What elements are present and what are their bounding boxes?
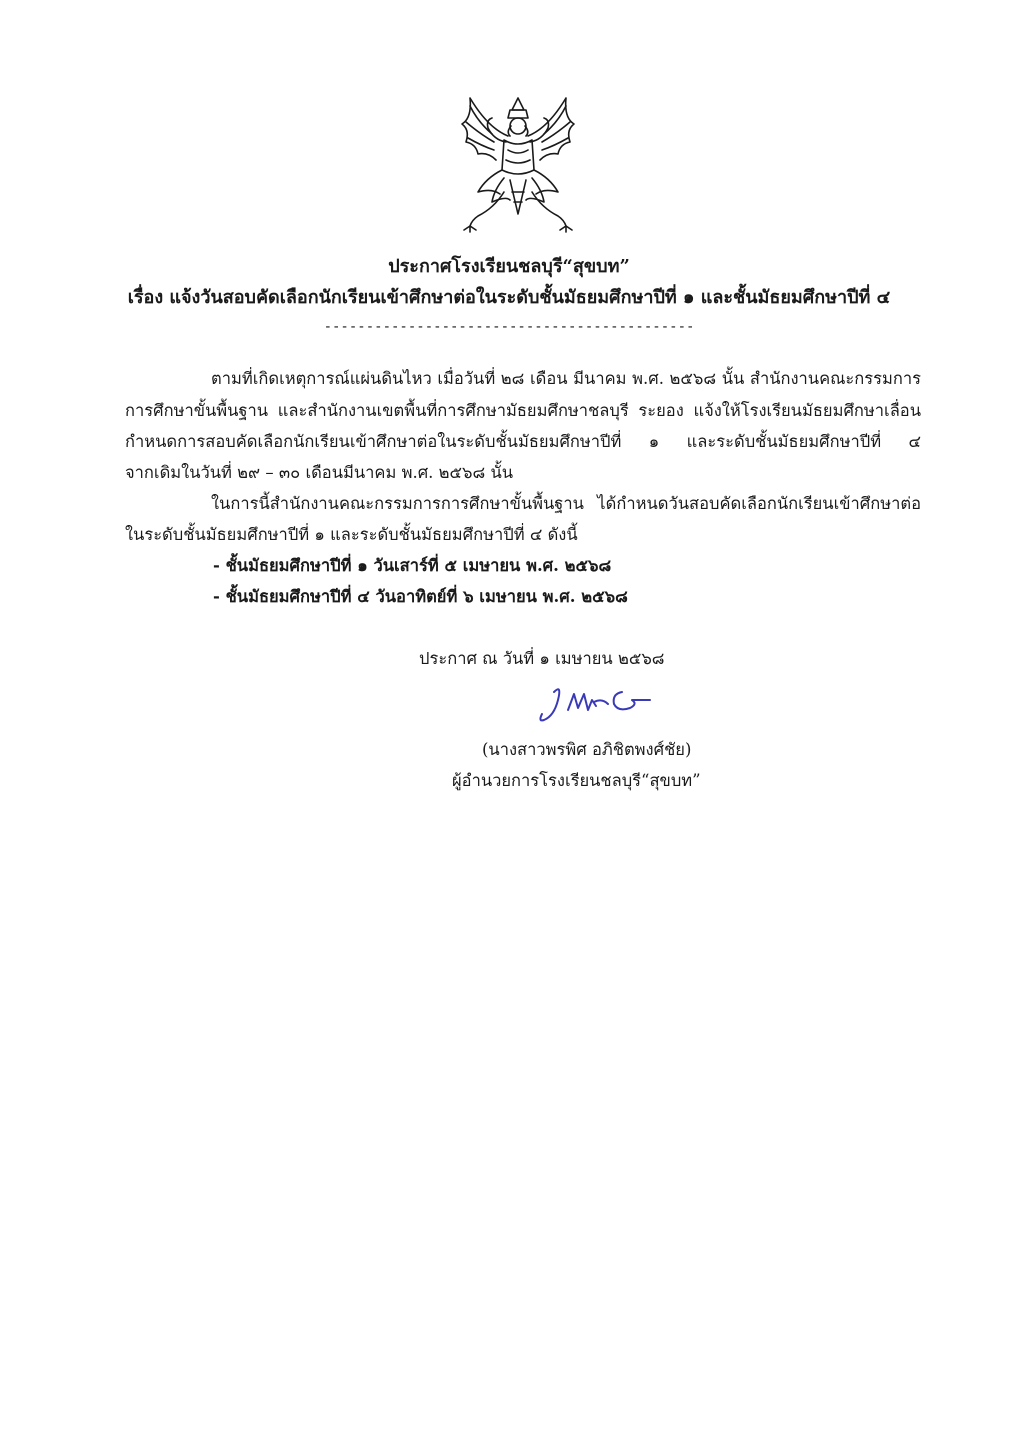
signature-icon [534, 680, 664, 728]
paragraph1-line4: จากเดิมในวันที่ ๒๙ – ๓๐ เดือนมีนาคม พ.ศ. ๒๕๖๘ นั้น [125, 463, 514, 482]
signer-title: ผู้อำนวยการโรงเรียนชลบุรี“สุขบท” [452, 771, 701, 790]
announcement-date: ประกาศ ณ วันที่ ๑ เมษายน ๒๕๖๘ [419, 649, 665, 668]
paragraph1-line3: กำหนดการสอบคัดเลือกนักเรียนเข้าศึกษาต่อในระดับชั้นมัธยมศึกษาปีที่ ๑ และระดับชั้นมัธยมศึกษาปีที่ ๔ [125, 432, 921, 451]
announcement-title: ประกาศโรงเรียนชลบุรี“สุขบท” [388, 256, 630, 277]
title-divider: -------------------------------------------- [323, 319, 695, 335]
paragraph1-line2: การศึกษาขั้นพื้นฐาน และสำนักงานเขตพื้นที่การศึกษามัธยมศึกษาชลบุรี ระยอง แจ้งให้โรงเรียนมัธยมศึกษาเลื่อน [125, 401, 921, 420]
announcement-subject: เรื่อง แจ้งวันสอบคัดเลือกนักเรียนเข้าศึกษาต่อในระดับชั้นมัธยมศึกษาปีที่ ๑ และชั้นมัธยมศึกษาปีที่ ๔ [127, 287, 891, 308]
signer-name: (นางสาวพรพิศ อภิชิตพงศ์ชัย) [482, 740, 692, 759]
paragraph2-line2: ในระดับชั้นมัธยมศึกษาปีที่ ๑ และระดับชั้นมัธยมศึกษาปีที่ ๔ ดังนี้ [125, 525, 578, 544]
paragraph1-line1: ตามที่เกิดเหตุการณ์แผ่นดินไหว เมื่อวันที่ ๒๘ เดือน มีนาคม พ.ศ. ๒๕๖๘ นั้น สำนักงานคณะกรรมการ [211, 369, 921, 388]
paragraph2-line1: ในการนี้สำนักงานคณะกรรมการการศึกษาขั้นพื้นฐาน ได้กำหนดวันสอบคัดเลือกนักเรียนเข้าศึกษาต่อ [211, 494, 921, 513]
schedule-item-m4: - ชั้นมัธยมศึกษาปีที่ ๔ วันอาทิตย์ที่ ๖ เมษายน พ.ศ. ๒๕๖๘ [213, 587, 628, 606]
garuda-emblem-icon [448, 88, 588, 238]
schedule-item-m1: - ชั้นมัธยมศึกษาปีที่ ๑ วันเสาร์ที่ ๕ เมษายน พ.ศ. ๒๕๖๘ [213, 556, 612, 575]
